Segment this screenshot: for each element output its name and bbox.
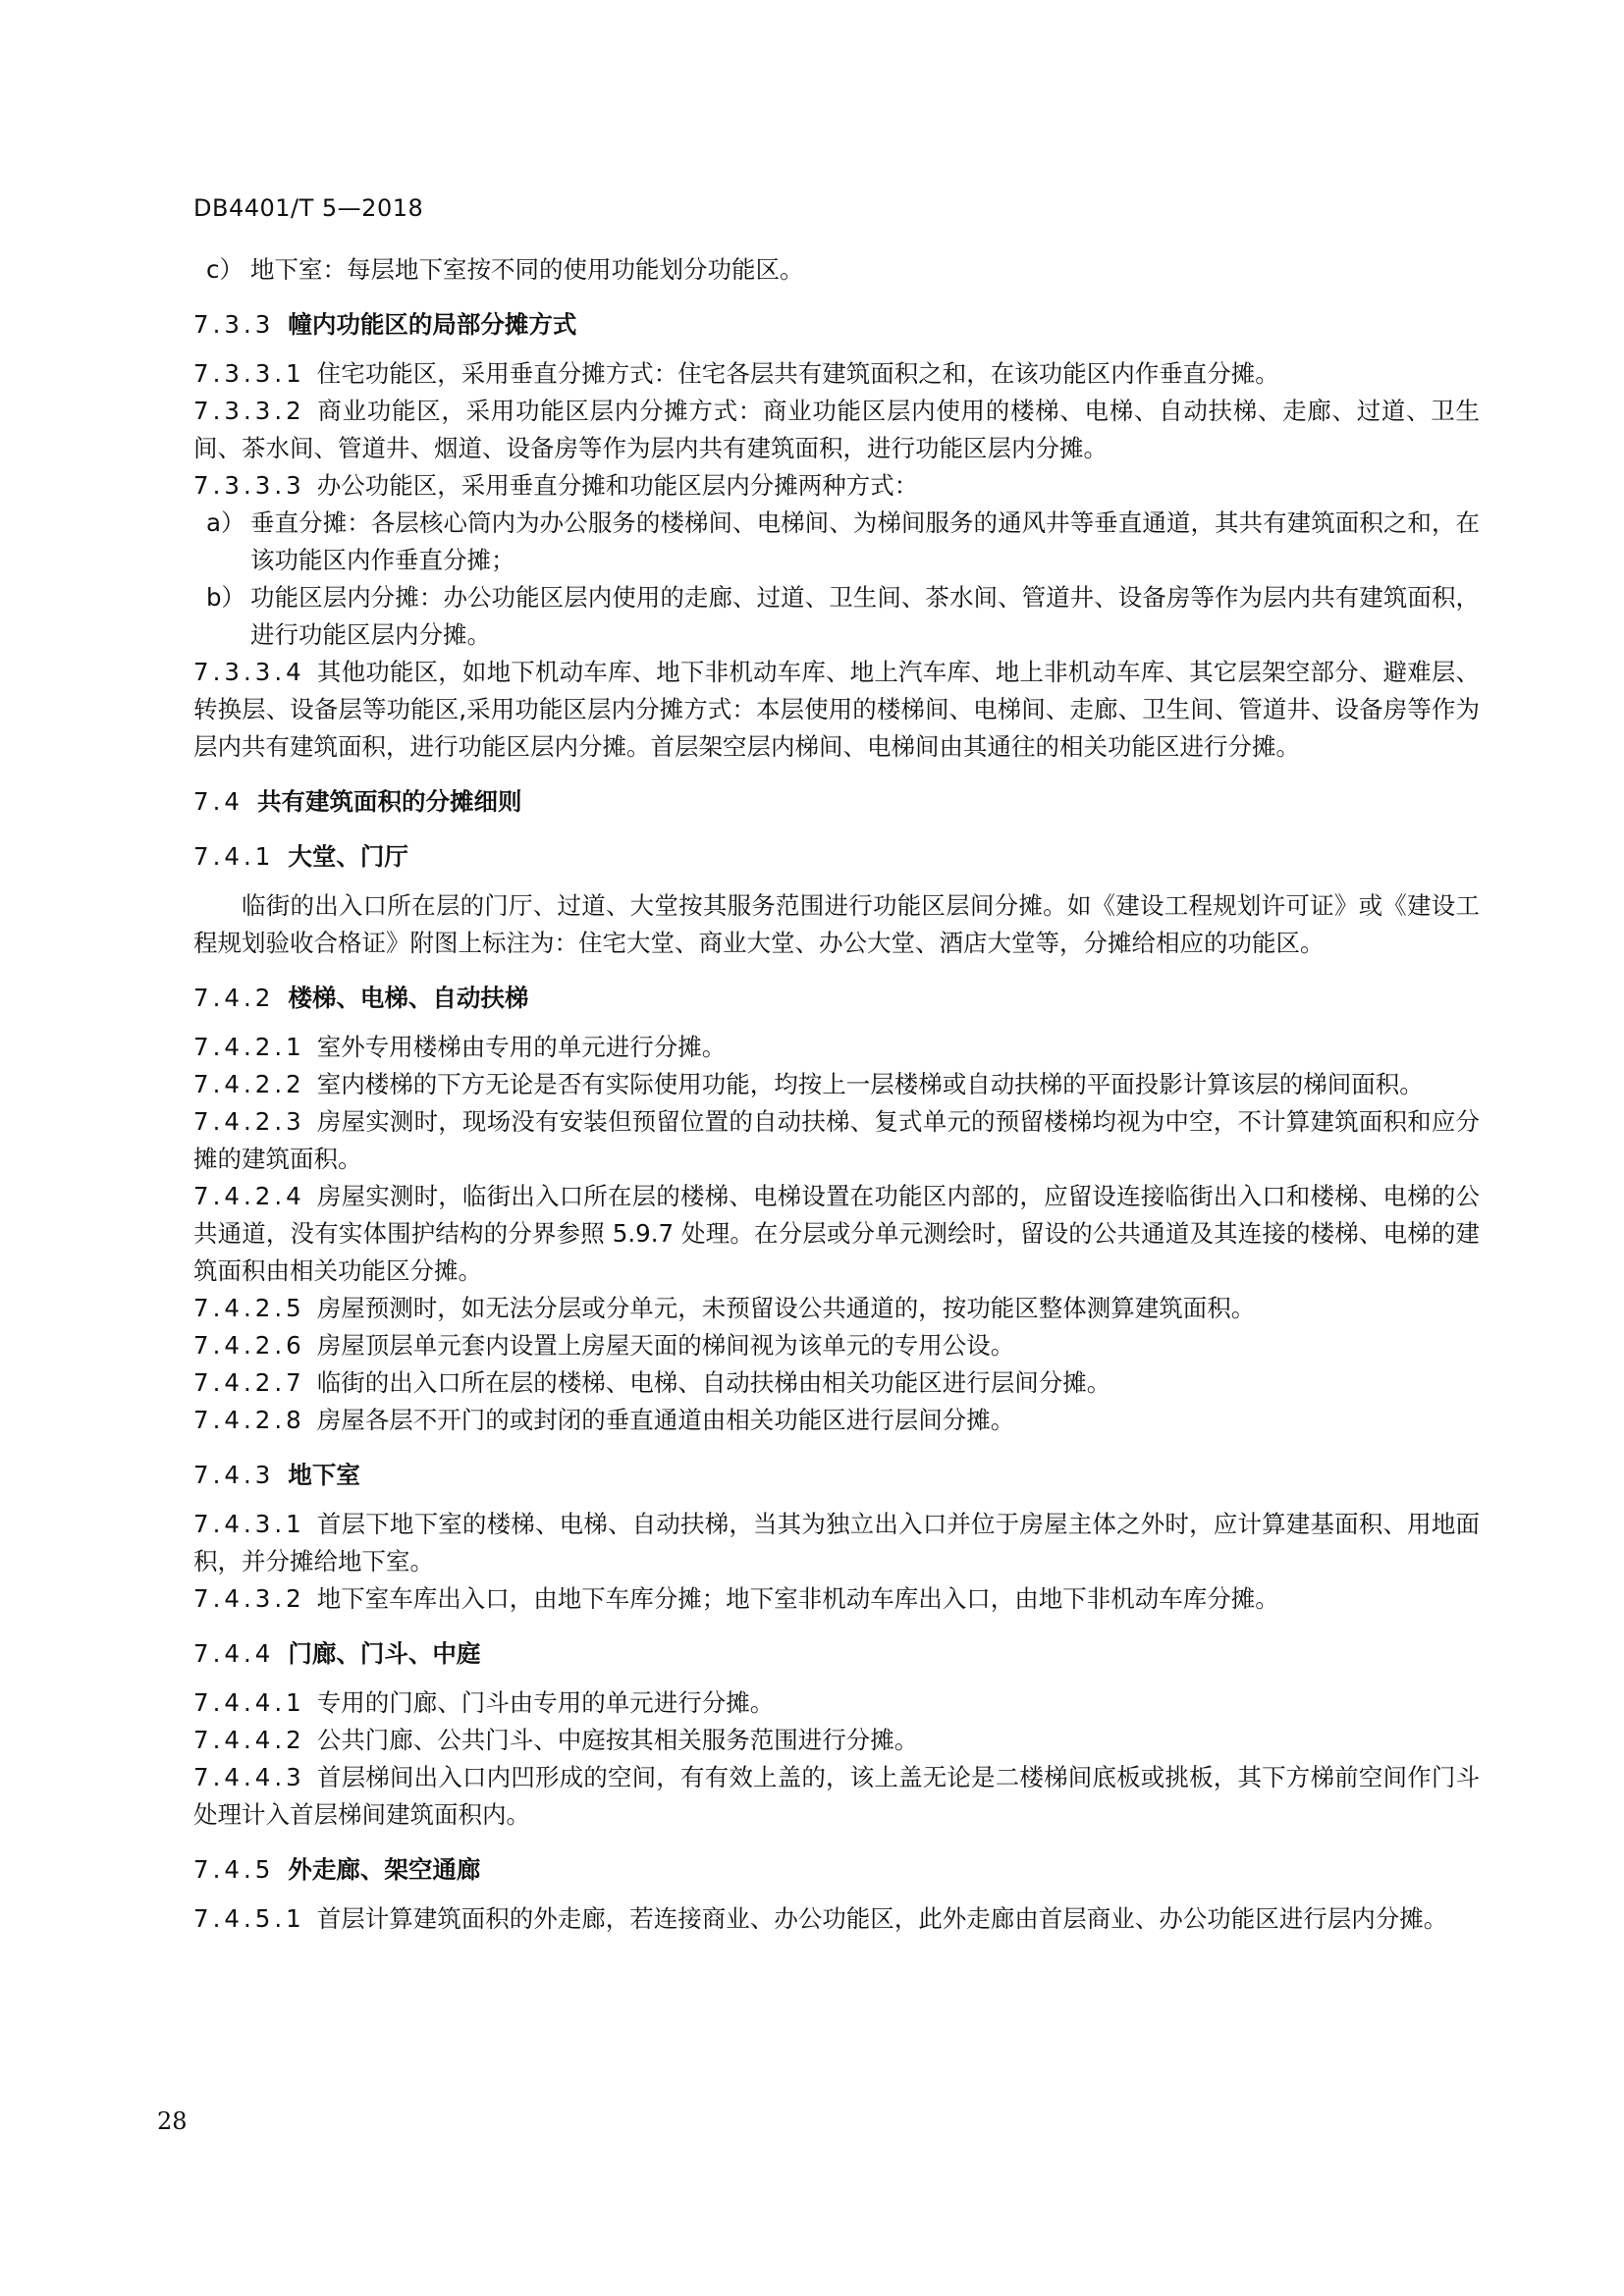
clause	[193, 1290, 1480, 1327]
section-heading	[193, 306, 1480, 344]
section-heading	[193, 783, 1480, 821]
clause-text: 住宅功能区，采用垂直分摊方式：住宅各层共有建筑面积之和，在该功能区内作垂直分摊。	[316, 359, 1279, 388]
clause	[193, 1506, 1480, 1580]
clause-text: 室外专用楼梯由专用的单元进行分摊。	[316, 1033, 727, 1061]
list-marker: c）	[206, 255, 244, 284]
clause	[193, 1103, 1480, 1178]
clause-text: 办公功能区，采用垂直分摊和功能区层内分摊两种方式：	[316, 471, 919, 500]
clause-number: 7.4.5.1	[193, 1904, 305, 1933]
clause-number: 7.4.2.3	[193, 1107, 305, 1136]
clause	[193, 1759, 1480, 1834]
clause-text: 专用的门廊、门斗由专用的单元进行分摊。	[316, 1688, 775, 1717]
section-number: 7.4.2	[193, 984, 275, 1012]
clause-text: 房屋各层不开门的或封闭的垂直通道由相关功能区进行层间分摊。	[316, 1406, 1015, 1434]
paragraph: 临街的出入口所在层的门厅、过道、大堂按其服务范围进行功能区层间分摊。如《建设工程规划许可证》或《建设工程规划验收合格证》附图上标注为：住宅大堂、商业大堂、办公大堂、酒店大堂等，分摊给相应的功能区。	[193, 891, 1480, 957]
clause-number: 7.3.3.2	[193, 397, 305, 425]
clause-number: 7.4.4.2	[193, 1726, 305, 1754]
section-number: 7.4.4	[193, 1639, 275, 1668]
clause	[193, 1580, 1480, 1618]
clause-number: 7.3.3.1	[193, 359, 305, 388]
section-title: 大堂、门厅	[288, 842, 408, 871]
clause-number: 7.4.2.7	[193, 1368, 305, 1397]
clause	[193, 1178, 1480, 1290]
section-heading	[193, 1635, 1480, 1673]
clause	[193, 1066, 1480, 1103]
clause	[193, 654, 1480, 766]
clause-text: 临街的出入口所在层的楼梯、电梯、自动扶梯由相关功能区进行层间分摊。	[316, 1368, 1111, 1397]
clause	[193, 355, 1480, 393]
clause-number: 7.4.4.1	[193, 1688, 305, 1717]
section-heading	[193, 980, 1480, 1017]
clause	[193, 1402, 1480, 1439]
clause-number: 7.4.3.2	[193, 1584, 305, 1613]
section-title: 地下室	[288, 1461, 360, 1489]
section-number: 7.4.5	[193, 1855, 275, 1884]
clause-number: 7.4.4.3	[193, 1763, 305, 1791]
section-title: 幢内功能区的局部分摊方式	[288, 310, 577, 339]
clause-text: 房屋预测时，如无法分层或分单元，未预留设公共通道的，按功能区整体测算建筑面积。	[316, 1294, 1256, 1322]
clause-number: 7.3.3.4	[193, 658, 305, 686]
section-heading	[193, 1457, 1480, 1494]
clause	[193, 1722, 1480, 1759]
clause-number: 7.4.2.8	[193, 1406, 305, 1434]
clause-text: 房屋实测时，现场没有安装但预留位置的自动扶梯、复式单元的预留楼梯均视为中空，不计算建筑面积和应分摊的建筑面积。	[193, 1107, 1480, 1173]
clause	[193, 1900, 1480, 1938]
section-title: 楼梯、电梯、自动扶梯	[288, 984, 529, 1012]
clause-number: 7.4.2.2	[193, 1070, 305, 1098]
clause-number: 7.4.2.5	[193, 1294, 305, 1322]
section-title: 门廊、门斗、中庭	[288, 1639, 481, 1668]
list-item	[193, 505, 1480, 579]
clause	[193, 1327, 1480, 1364]
section-title: 外走廊、架空通廊	[288, 1855, 481, 1884]
clause-text: 其他功能区，如地下机动车库、地下非机动车库、地上汽车库、地上非机动车库、其它层架空部分、避难层、转换层、设备层等功能区,采用功能区层内分摊方式：本层使用的楼梯间、电梯间、走廊、卫生间、管道井、设备房等作为层内共有建筑面积，进行功能区层内分摊。首层架空层内梯间、电梯间由其通往的相关功能区进行分摊。	[193, 658, 1480, 761]
page-number: 28	[157, 2108, 188, 2135]
clause-number: 7.4.3.1	[193, 1510, 305, 1538]
clause-text: 房屋实测时，临街出入口所在层的楼梯、电梯设置在功能区内部的，应留设连接临街出入口和楼梯、电梯的公共通道，没有实体围护结构的分界参照 5.9.7 处理。在分层或分单元测绘时，留设的公共通道及其连接的楼梯、电梯的建筑面积由相关功能区分摊。	[193, 1182, 1480, 1285]
section-number: 7.4	[193, 787, 244, 816]
clause	[193, 1684, 1480, 1722]
list-item-text: 垂直分摊：各层核心筒内为办公服务的楼梯间、电梯间、为梯间服务的通风井等垂直通道，其共有建筑面积之和，在该功能区内作垂直分摊；	[250, 508, 1480, 574]
list-item-text: 功能区层内分摊：办公功能区层内使用的走廊、过道、卫生间、茶水间、管道井、设备房等作为层内共有建筑面积，进行功能区层内分摊。	[250, 583, 1480, 649]
clause-number: 7.4.2.1	[193, 1033, 305, 1061]
clause-number: 7.4.2.4	[193, 1182, 305, 1210]
section-number: 7.3.3	[193, 310, 275, 339]
clause	[193, 467, 1480, 505]
clause	[193, 1364, 1480, 1402]
clause	[193, 393, 1480, 467]
section-heading	[193, 1851, 1480, 1889]
clause-text: 商业功能区，采用功能区层内分摊方式：商业功能区层内使用的楼梯、电梯、自动扶梯、走廊、过道、卫生间、茶水间、管道井、烟道、设备房等作为层内共有建筑面积，进行功能区层内分摊。	[193, 397, 1480, 462]
clause-text: 公共门廊、公共门斗、中庭按其相关服务范围进行分摊。	[316, 1726, 919, 1754]
document-body	[193, 251, 1480, 1938]
clause-number: 7.3.3.3	[193, 471, 305, 500]
clause-text: 首层下地下室的楼梯、电梯、自动扶梯，当其为独立出入口并位于房屋主体之外时，应计算建基面积、用地面积，并分摊给地下室。	[193, 1510, 1480, 1575]
clause-text: 室内楼梯的下方无论是否有实际使用功能，均按上一层楼梯或自动扶梯的平面投影计算该层的梯间面积。	[316, 1070, 1424, 1098]
section-title: 共有建筑面积的分摊细则	[256, 787, 522, 816]
clause-text: 首层梯间出入口内凹形成的空间，有有效上盖的，该上盖无论是二楼梯间底板或挑板，其下方梯前空间作门斗处理计入首层梯间建筑面积内。	[193, 1763, 1480, 1829]
clause-number: 7.4.2.6	[193, 1331, 305, 1360]
list-item-text: 地下室：每层地下室按不同的使用功能划分功能区。	[250, 255, 804, 284]
standard-code-header: DB4401/T 5—2018	[193, 194, 424, 222]
clause	[193, 1029, 1480, 1066]
section-number: 7.4.1	[193, 842, 275, 871]
list-marker: b）	[206, 583, 246, 612]
list-marker: a）	[206, 508, 245, 537]
list-item	[193, 579, 1480, 654]
section-number: 7.4.3	[193, 1461, 275, 1489]
clause-text: 地下室车库出入口，由地下车库分摊；地下室非机动车库出入口，由地下非机动车库分摊。	[316, 1584, 1279, 1613]
clause-text: 房屋顶层单元套内设置上房屋天面的梯间视为该单元的专用公设。	[316, 1331, 1015, 1360]
list-item	[193, 251, 1480, 289]
clause-text: 首层计算建筑面积的外走廊，若连接商业、办公功能区，此外走廊由首层商业、办公功能区进行层内分摊。	[316, 1904, 1448, 1933]
section-heading	[193, 838, 1480, 876]
